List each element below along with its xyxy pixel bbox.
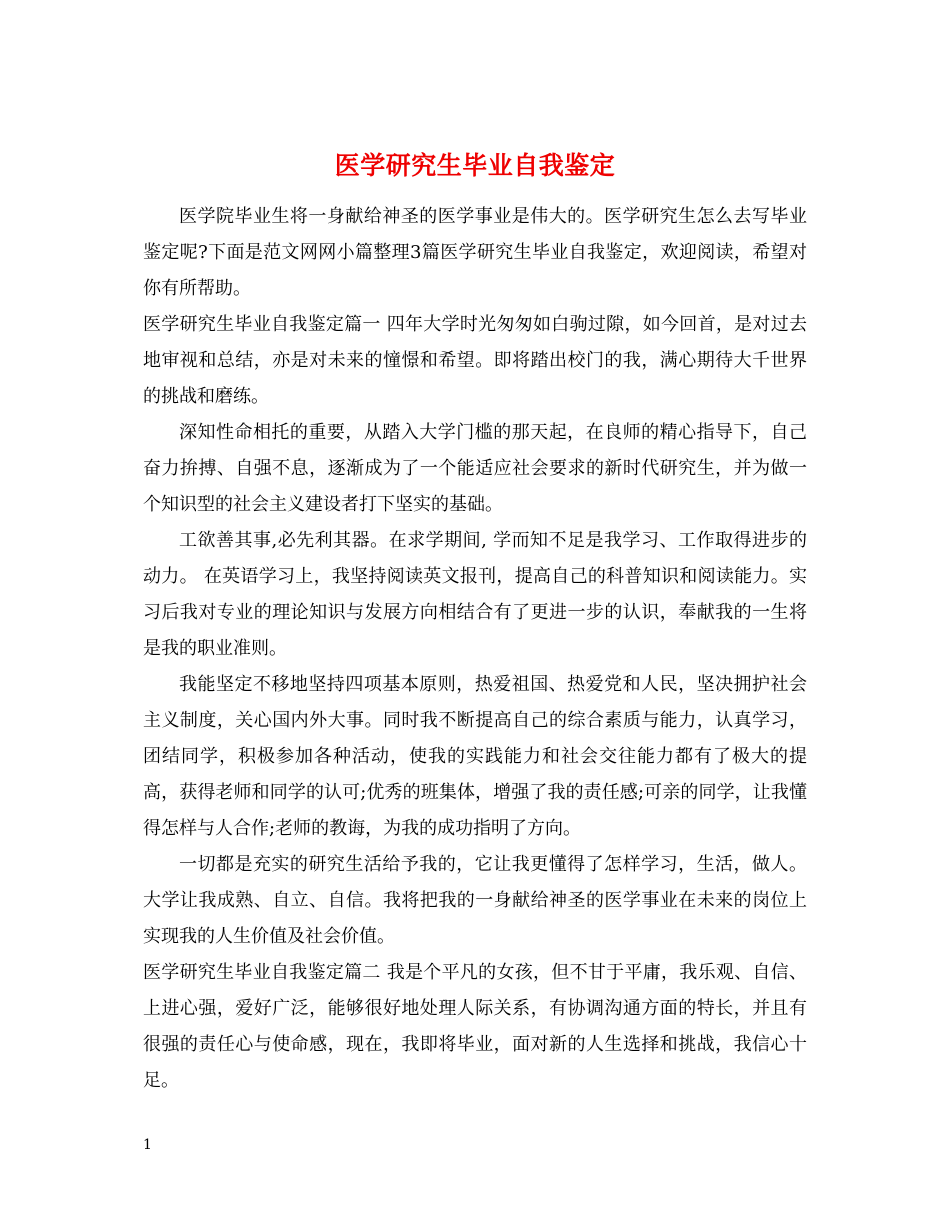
page-title: 医学研究生毕业自我鉴定 — [334, 150, 616, 180]
section-one-heading: 医学研究生毕业自我鉴定篇一 — [143, 314, 381, 335]
section-one-paragraph — [143, 307, 807, 415]
section-two-text: 我是个平凡的女孩，但不甘于平庸，我乐观、自信、上进心强，爱好广泛，能够很好地处理人际关系，有协调沟通方面的特长，并且有很强的责任心与使命感，现在，我即将毕业，面对新的人生选择和挑战，我信心十足。 — [143, 962, 808, 1091]
body-paragraph-2: 工欲善其事,必先利其器。在求学期间, 学而知不足是我学习、工作取得进步的动力。 在英语学习上，我坚持阅读英文报刊，提高自己的科普知识和阅读能力。实习后我对专业的理论知识与发展方向相结合有了更进一步的认识，奉献我的一生将是我的职业准则。 — [143, 530, 807, 659]
body-paragraph-1: 深知性命相托的重要，从踏入大学门槛的那天起，在良师的精心指导下，自己奋力拚搏、自强不息，逐渐成为了一个能适应社会要求的新时代研究生，并为做一个知识型的社会主义建设者打下坚实的基础。 — [143, 422, 807, 515]
body-paragraph-4: 一切都是充实的研究生活给予我的，它让我更懂得了怎样学习，生活，做人。大学让我成熟、自立、自信。我将把我的一身献给神圣的医学事业在未来的岗位上实现我的人生价值及社会价值。 — [143, 854, 807, 947]
section-one-text: 四年大学时光匆匆如白驹过隙，如今回首，是对过去地审视和总结，亦是对未来的憧憬和希望。即将踏出校门的我，满心期待大千世界的挑战和磨练。 — [143, 314, 808, 407]
intro-paragraph: 医学院毕业生将一身献给神圣的医学事业是伟大的。医学研究生怎么去写毕业鉴定呢?下面是范文网网小篇整理3篇医学研究生毕业自我鉴定，欢迎阅读，希望对你有所帮助。 — [143, 206, 807, 299]
body-paragraph-3: 我能坚定不移地坚持四项基本原则，热爱祖国、热爱党和人民，坚决拥护社会主义制度，关心国内外大事。同时我不断提高自己的综合素质与能力，认真学习，团结同学，积极参加各种活动，使我的实践能力和社会交往能力都有了极大的提高，获得老师和同学的认可;优秀的班集体，增强了我的责任感;可亲的同学，让我懂得怎样与人合作;老师的教诲，为我的成功指明了方向。 — [143, 674, 807, 839]
document-body — [143, 199, 807, 1099]
section-two-heading: 医学研究生毕业自我鉴定篇二 — [143, 962, 381, 983]
section-two-paragraph — [143, 955, 807, 1099]
page-number: 1 — [143, 1137, 152, 1153]
